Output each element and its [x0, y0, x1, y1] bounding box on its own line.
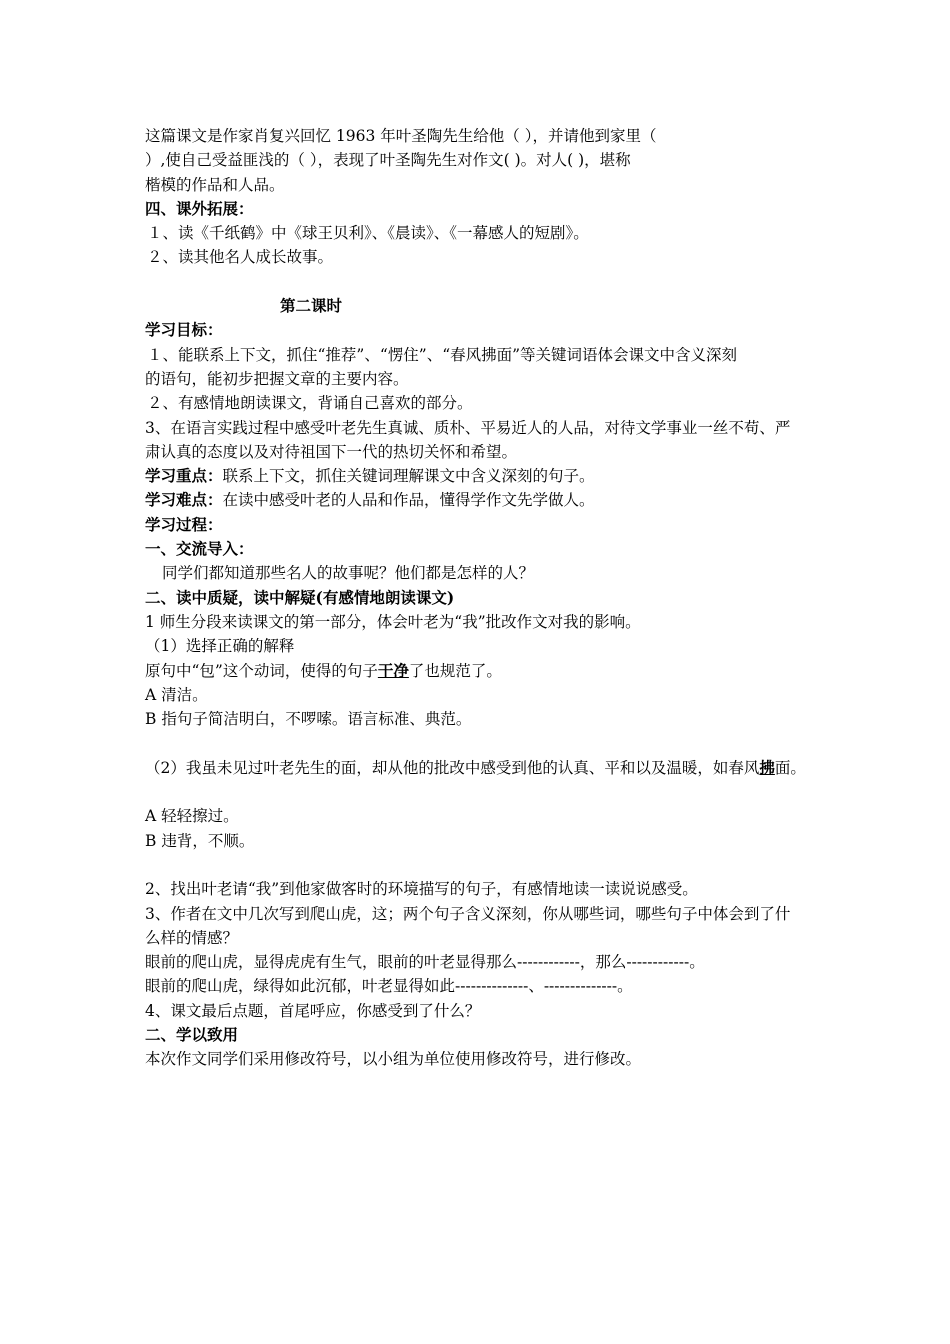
spacer: [145, 731, 815, 755]
sentence-text: 原句中“包”这个动词，使得的句子: [145, 661, 378, 680]
underlined-word: 拂: [759, 757, 775, 777]
step-1-heading: 一、交流导入：: [145, 539, 254, 559]
key-point-label: 学习重点：: [145, 466, 223, 486]
key-point-text: 联系上下文，抓住关键词理解课文中含义深刻的句子。: [222, 467, 595, 486]
difficulty-label: 学习难点：: [145, 490, 223, 510]
step-1-question: 同学们都知道那些名人的故事呢？他们都是怎样的人？: [162, 564, 535, 583]
exercise-2-sentence: [145, 756, 815, 780]
sentence-text-end: 面。: [774, 758, 806, 777]
sentence-text: （2）我虽未见过叶老先生的面，却从他的批改中感受到他的认真、平和以及温暖，如春风: [145, 758, 760, 777]
spacer: [145, 780, 815, 804]
intro-line-2: ）,使自己受益匪浅的（ ），表现了叶圣陶先生对作文( )。对人( )，堪称: [145, 151, 631, 170]
fill-blank-2: 眼前的爬山虎，绿得如此沉郁，叶老显得如此--------------、--------------。: [145, 977, 633, 996]
exercise-1-option-b: B 指句子简洁明白，不啰嗦。语言标准、典范。: [145, 710, 472, 729]
sentence-text-end: 了也规范了。: [408, 661, 502, 680]
goal-3-line-1: 3、在语言实践过程中感受叶老先生真诚、质朴、平易近人的人品，对待文学事业一丝不苟、严: [145, 418, 791, 437]
goal-2: ２、有感情地朗读课文，背诵自己喜欢的部分。: [147, 394, 473, 413]
spacer: [145, 270, 815, 294]
step-3-task: 本次作文同学们采用修改符号，以小组为单位使用修改符号，进行修改。: [145, 1050, 642, 1069]
step-3-heading: 二、学以致用: [145, 1024, 239, 1044]
exercise-1-title: （1）选择正确的解释: [145, 637, 295, 656]
exercise-1-option-a: A 清洁。: [145, 685, 208, 704]
step-2-heading: 二、读中质疑，读中解疑(有感情地朗读课文): [145, 587, 455, 607]
lesson-title: 第二课时: [280, 296, 343, 316]
heading-goals: 学习目标：: [145, 320, 223, 340]
key-point: [145, 464, 815, 488]
exercise-2-option-b: B 违背，不顺。: [145, 831, 255, 850]
difficulty-point: [145, 488, 815, 512]
fill-blank-1: 眼前的爬山虎，显得虎虎有生气，眼前的叶老显得那么------------，那么------------。: [145, 953, 705, 972]
goal-1-line-1: １、能联系上下文，抓住“推荐”、“愣住”、“春风拂面”等关键词语体会课文中含义深刻: [147, 345, 738, 364]
difficulty-text: 在读中感受叶老的人品和作品，懂得学作文先学做人。: [222, 491, 595, 510]
extension-item-1: １、读《千纸鹤》中《球王贝利》、《晨读》、《一幕感人的短剧》。: [147, 224, 589, 243]
step-2-task-4: 4、课文最后点题，首尾呼应，你感受到了什么？: [145, 1001, 481, 1020]
section-heading-extension: 四、课外拓展：: [145, 198, 254, 218]
heading-process: 学习过程：: [145, 514, 223, 534]
exercise-2-option-a: A 轻轻擦过。: [145, 807, 239, 826]
exercise-1-sentence: [145, 659, 815, 683]
step-2-task-2: 2、找出叶老请“我”到他家做客时的环境描写的句子，有感情地读一读说说感受。: [145, 880, 698, 899]
goal-1-line-2: 的语句，能初步把握文章的主要内容。: [145, 369, 409, 388]
intro-line-1: 这篇课文是作家肖复兴回忆 1963 年叶圣陶先生给他（ ），并请他到家里（: [145, 127, 657, 145]
step-2-task-3-line-1: 3、作者在文中几次写到爬山虎，这；两个句子含义深刻，你从哪些词，哪些句子中体会到了什: [145, 904, 791, 923]
underlined-word: 干净: [377, 660, 409, 680]
extension-item-2: ２、读其他名人成长故事。: [147, 248, 334, 267]
intro-line-3: 楷模的作品和人品。: [145, 175, 285, 194]
step-2-task-1: 1 师生分段来读课文的第一部分，体会叶老为“我”批改作文对我的影响。: [145, 612, 641, 631]
step-2-task-3-line-2: 么样的情感？: [145, 928, 239, 947]
goal-3-line-2: 肃认真的态度以及对待祖国下一代的热切关怀和希望。: [145, 442, 518, 461]
spacer: [145, 853, 815, 877]
document-body: [145, 124, 815, 1072]
